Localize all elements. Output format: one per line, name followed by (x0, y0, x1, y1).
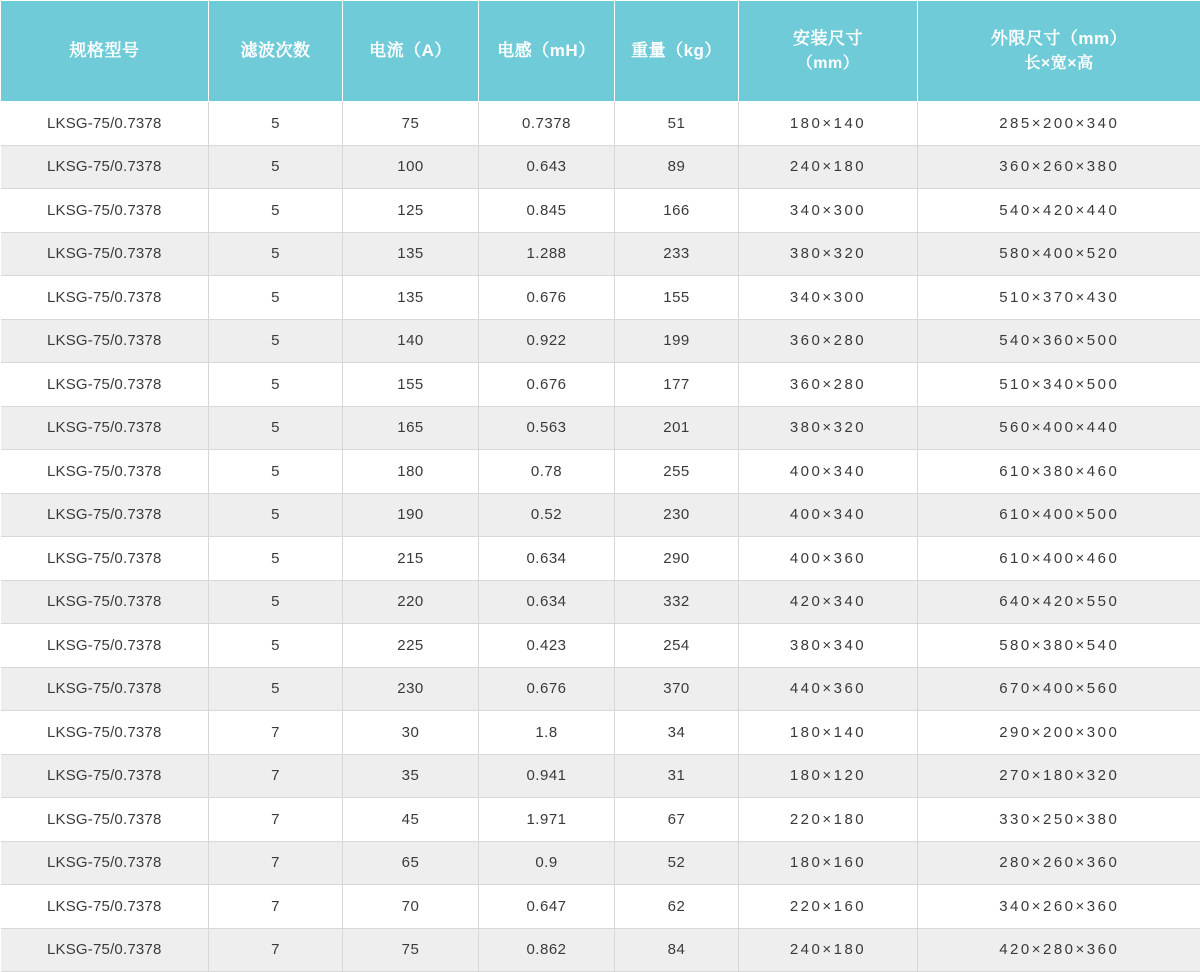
cell-inductance: 0.676 (479, 667, 615, 711)
cell-mounting-size: 360×280 (739, 319, 918, 363)
cell-model: LKSG-75/0.7378 (1, 319, 209, 363)
cell-overall-size: 290×200×300 (918, 711, 1200, 755)
cell-weight: 290 (615, 537, 739, 581)
cell-current: 190 (343, 493, 479, 537)
cell-mounting-size: 180×160 (739, 841, 918, 885)
cell-model: LKSG-75/0.7378 (1, 711, 209, 755)
column-header-mounting-size-unit: （mm） (743, 52, 913, 76)
column-header-mounting-size-label: 安装尺寸 (793, 29, 863, 48)
cell-current: 135 (343, 276, 479, 320)
cell-overall-size: 420×280×360 (918, 928, 1200, 972)
cell-mounting-size: 380×340 (739, 624, 918, 668)
cell-current: 35 (343, 754, 479, 798)
cell-overall-size: 580×400×520 (918, 232, 1200, 276)
cell-weight: 166 (615, 189, 739, 233)
cell-current: 135 (343, 232, 479, 276)
cell-mounting-size: 400×340 (739, 493, 918, 537)
cell-filter-order: 5 (209, 493, 343, 537)
cell-model: LKSG-75/0.7378 (1, 580, 209, 624)
cell-model: LKSG-75/0.7378 (1, 754, 209, 798)
cell-weight: 332 (615, 580, 739, 624)
cell-current: 70 (343, 885, 479, 929)
cell-current: 165 (343, 406, 479, 450)
table-body (1, 102, 1200, 972)
cell-current: 30 (343, 711, 479, 755)
cell-weight: 51 (615, 102, 739, 146)
cell-weight: 199 (615, 319, 739, 363)
cell-overall-size: 280×260×360 (918, 841, 1200, 885)
cell-model: LKSG-75/0.7378 (1, 276, 209, 320)
cell-mounting-size: 400×360 (739, 537, 918, 581)
cell-overall-size: 360×260×380 (918, 145, 1200, 189)
cell-weight: 67 (615, 798, 739, 842)
cell-inductance: 0.845 (479, 189, 615, 233)
cell-overall-size: 610×400×500 (918, 493, 1200, 537)
cell-filter-order: 5 (209, 624, 343, 668)
table-row (1, 363, 1200, 407)
cell-overall-size: 285×200×340 (918, 102, 1200, 146)
cell-mounting-size: 360×280 (739, 363, 918, 407)
cell-overall-size: 540×420×440 (918, 189, 1200, 233)
cell-overall-size: 510×370×430 (918, 276, 1200, 320)
cell-inductance: 0.78 (479, 450, 615, 494)
cell-current: 155 (343, 363, 479, 407)
table-row (1, 450, 1200, 494)
table-row (1, 319, 1200, 363)
cell-model: LKSG-75/0.7378 (1, 493, 209, 537)
cell-filter-order: 7 (209, 711, 343, 755)
cell-model: LKSG-75/0.7378 (1, 667, 209, 711)
cell-filter-order: 5 (209, 145, 343, 189)
cell-overall-size: 540×360×500 (918, 319, 1200, 363)
cell-weight: 31 (615, 754, 739, 798)
cell-inductance: 1.288 (479, 232, 615, 276)
cell-mounting-size: 180×140 (739, 711, 918, 755)
cell-model: LKSG-75/0.7378 (1, 624, 209, 668)
table-header-row (1, 1, 1200, 102)
table-row (1, 667, 1200, 711)
cell-filter-order: 7 (209, 928, 343, 972)
cell-current: 65 (343, 841, 479, 885)
cell-filter-order: 7 (209, 885, 343, 929)
cell-filter-order: 5 (209, 276, 343, 320)
cell-mounting-size: 400×340 (739, 450, 918, 494)
table-row (1, 145, 1200, 189)
cell-overall-size: 330×250×380 (918, 798, 1200, 842)
table-row (1, 232, 1200, 276)
cell-inductance: 0.922 (479, 319, 615, 363)
cell-overall-size: 610×380×460 (918, 450, 1200, 494)
column-header-overall-size (918, 1, 1200, 102)
table-row (1, 885, 1200, 929)
cell-overall-size: 270×180×320 (918, 754, 1200, 798)
cell-model: LKSG-75/0.7378 (1, 406, 209, 450)
cell-filter-order: 5 (209, 189, 343, 233)
cell-weight: 254 (615, 624, 739, 668)
cell-weight: 255 (615, 450, 739, 494)
cell-mounting-size: 240×180 (739, 145, 918, 189)
cell-inductance: 0.634 (479, 580, 615, 624)
cell-current: 140 (343, 319, 479, 363)
cell-overall-size: 580×380×540 (918, 624, 1200, 668)
cell-overall-size: 560×400×440 (918, 406, 1200, 450)
cell-filter-order: 5 (209, 667, 343, 711)
cell-inductance: 0.676 (479, 276, 615, 320)
table-row (1, 754, 1200, 798)
cell-mounting-size: 340×300 (739, 276, 918, 320)
cell-weight: 230 (615, 493, 739, 537)
column-header-current (343, 1, 479, 102)
cell-overall-size: 670×400×560 (918, 667, 1200, 711)
cell-inductance: 0.52 (479, 493, 615, 537)
cell-model: LKSG-75/0.7378 (1, 363, 209, 407)
cell-weight: 84 (615, 928, 739, 972)
cell-inductance: 0.647 (479, 885, 615, 929)
cell-mounting-size: 420×340 (739, 580, 918, 624)
column-header-overall-size-sub: 长×宽×高 (922, 52, 1196, 76)
cell-mounting-size: 240×180 (739, 928, 918, 972)
cell-filter-order: 5 (209, 319, 343, 363)
cell-current: 45 (343, 798, 479, 842)
cell-weight: 62 (615, 885, 739, 929)
cell-inductance: 0.862 (479, 928, 615, 972)
table-row (1, 580, 1200, 624)
cell-filter-order: 7 (209, 754, 343, 798)
cell-filter-order: 5 (209, 450, 343, 494)
cell-current: 100 (343, 145, 479, 189)
cell-inductance: 0.9 (479, 841, 615, 885)
cell-mounting-size: 220×160 (739, 885, 918, 929)
column-header-weight-label: 重量（kg） (631, 41, 722, 60)
cell-inductance: 0.7378 (479, 102, 615, 146)
table-header (1, 1, 1200, 102)
cell-weight: 52 (615, 841, 739, 885)
column-header-filter-order-label: 滤波次数 (241, 41, 311, 60)
cell-mounting-size: 380×320 (739, 406, 918, 450)
cell-mounting-size: 440×360 (739, 667, 918, 711)
cell-model: LKSG-75/0.7378 (1, 232, 209, 276)
cell-current: 225 (343, 624, 479, 668)
cell-weight: 370 (615, 667, 739, 711)
cell-overall-size: 640×420×550 (918, 580, 1200, 624)
cell-inductance: 0.423 (479, 624, 615, 668)
cell-inductance: 0.676 (479, 363, 615, 407)
table-row (1, 493, 1200, 537)
column-header-weight (615, 1, 739, 102)
cell-inductance: 0.643 (479, 145, 615, 189)
cell-model: LKSG-75/0.7378 (1, 841, 209, 885)
column-header-overall-size-label: 外限尺寸（mm） (991, 29, 1127, 48)
cell-mounting-size: 380×320 (739, 232, 918, 276)
cell-current: 180 (343, 450, 479, 494)
cell-weight: 155 (615, 276, 739, 320)
cell-current: 230 (343, 667, 479, 711)
cell-model: LKSG-75/0.7378 (1, 145, 209, 189)
column-header-current-label: 电流（A） (369, 41, 452, 60)
cell-inductance: 0.634 (479, 537, 615, 581)
cell-filter-order: 5 (209, 537, 343, 581)
cell-mounting-size: 180×140 (739, 102, 918, 146)
cell-current: 75 (343, 928, 479, 972)
column-header-inductance-label: 电感（mH） (497, 41, 595, 60)
column-header-inductance (479, 1, 615, 102)
cell-mounting-size: 180×120 (739, 754, 918, 798)
cell-model: LKSG-75/0.7378 (1, 798, 209, 842)
cell-mounting-size: 340×300 (739, 189, 918, 233)
cell-filter-order: 5 (209, 232, 343, 276)
table-row (1, 624, 1200, 668)
column-header-model (1, 1, 209, 102)
cell-weight: 34 (615, 711, 739, 755)
table-row (1, 537, 1200, 581)
cell-inductance: 1.8 (479, 711, 615, 755)
table-row (1, 406, 1200, 450)
cell-model: LKSG-75/0.7378 (1, 537, 209, 581)
table-row (1, 928, 1200, 972)
cell-inductance: 1.971 (479, 798, 615, 842)
cell-model: LKSG-75/0.7378 (1, 885, 209, 929)
table-row (1, 189, 1200, 233)
cell-weight: 89 (615, 145, 739, 189)
cell-filter-order: 7 (209, 841, 343, 885)
table-row (1, 841, 1200, 885)
table-row (1, 276, 1200, 320)
cell-overall-size: 610×400×460 (918, 537, 1200, 581)
cell-filter-order: 5 (209, 406, 343, 450)
cell-weight: 201 (615, 406, 739, 450)
table-row (1, 711, 1200, 755)
cell-weight: 177 (615, 363, 739, 407)
table-row (1, 798, 1200, 842)
cell-overall-size: 510×340×500 (918, 363, 1200, 407)
cell-filter-order: 5 (209, 580, 343, 624)
cell-filter-order: 5 (209, 102, 343, 146)
cell-current: 75 (343, 102, 479, 146)
cell-filter-order: 7 (209, 798, 343, 842)
cell-model: LKSG-75/0.7378 (1, 928, 209, 972)
column-header-mounting-size (739, 1, 918, 102)
cell-model: LKSG-75/0.7378 (1, 189, 209, 233)
cell-inductance: 0.563 (479, 406, 615, 450)
cell-mounting-size: 220×180 (739, 798, 918, 842)
column-header-model-label: 规格型号 (70, 41, 140, 60)
cell-filter-order: 5 (209, 363, 343, 407)
cell-model: LKSG-75/0.7378 (1, 102, 209, 146)
cell-weight: 233 (615, 232, 739, 276)
cell-current: 215 (343, 537, 479, 581)
cell-model: LKSG-75/0.7378 (1, 450, 209, 494)
column-header-filter-order (209, 1, 343, 102)
cell-overall-size: 340×260×360 (918, 885, 1200, 929)
cell-current: 125 (343, 189, 479, 233)
cell-inductance: 0.941 (479, 754, 615, 798)
cell-current: 220 (343, 580, 479, 624)
table-row (1, 102, 1200, 146)
